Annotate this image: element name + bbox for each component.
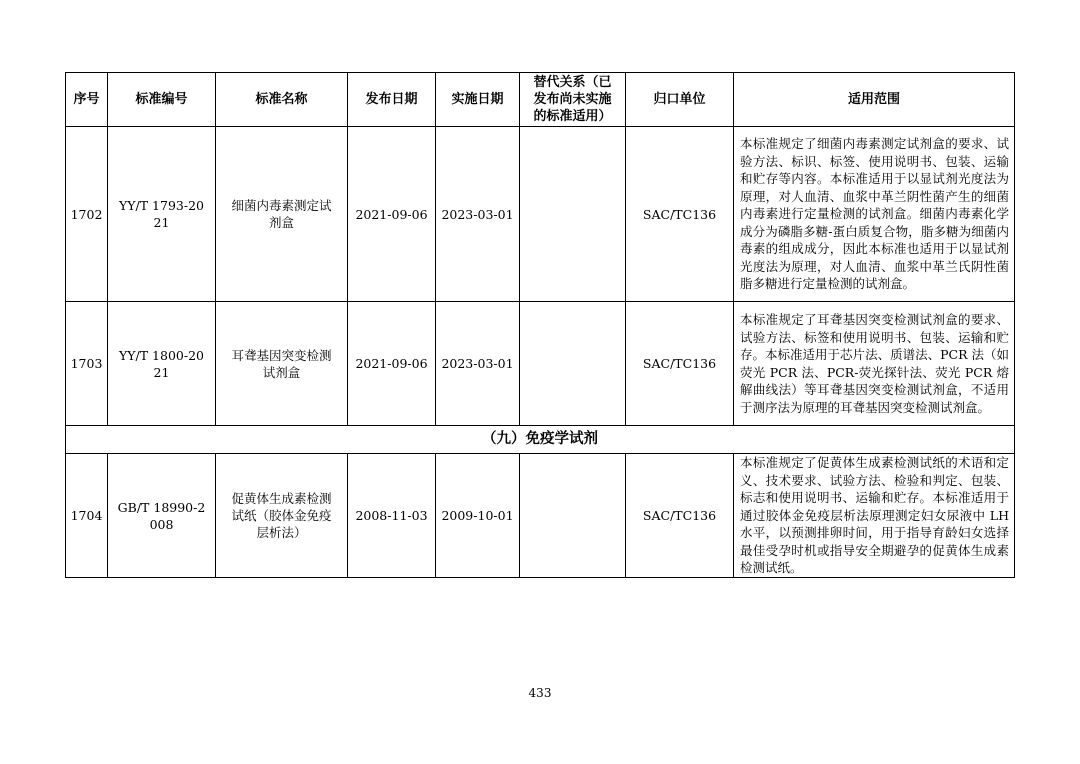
- row-no: 1702: [66, 127, 108, 302]
- row-unit: SAC/TC136: [626, 454, 734, 578]
- row-replacement: [520, 302, 626, 426]
- row-implement-date: 2023-03-01: [436, 127, 520, 302]
- row-scope: 本标准规定了细菌内毒素测定试剂盒的要求、试验方法、标识、标签、使用说明书、包装、运输和贮存等内容。本标准适用于以显试剂光度法为原理，对人血清、血浆中革兰阴性菌产生的细菌内毒素进行定量检测的试剂盒。细菌内毒素化学成分为磷脂多糖-蛋白质复合物，脂多糖为细菌内毒素的组成成分，因此本标准也适用于以显试剂光度法为原理，对人血清、血浆中革兰氏阴性菌脂多糖进行定量检测的试剂盒。: [734, 127, 1015, 302]
- row-implement-date: 2023-03-01: [436, 302, 520, 426]
- section-title: （九）免疫学试剂: [66, 426, 1015, 454]
- row-publish-date: 2021-09-06: [348, 127, 436, 302]
- standards-table: [65, 72, 1015, 578]
- row-name: 细菌内毒素测定试剂盒: [216, 127, 348, 302]
- row-publish-date: 2021-09-06: [348, 302, 436, 426]
- row-replacement: [520, 454, 626, 578]
- row-no: 1704: [66, 454, 108, 578]
- row-code: YY/T 1793-2021: [108, 127, 216, 302]
- row-unit: SAC/TC136: [626, 127, 734, 302]
- header-name: 标准名称: [216, 73, 348, 127]
- section-row: [66, 426, 1015, 454]
- table-row: [66, 127, 1015, 302]
- row-scope: 本标准规定了耳聋基因突变检测试剂盒的要求、试验方法、标签和使用说明书、包装、运输和贮存。本标准适用于芯片法、质谱法、PCR 法（如荧光 PCR 法、PCR-荧光探针法、荧光 PCR 熔解曲线法）等耳聋基因突变检测试剂盒，不适用于测序法为原理的耳聋基因突变检测试剂盒。: [734, 302, 1015, 426]
- row-scope: 本标准规定了促黄体生成素检测试纸的术语和定义、技术要求、试验方法、检验和判定、包装、标志和使用说明书、运输和贮存。本标准适用于通过胶体金免疫层析法原理测定妇女尿液中 LH 水平，以预测排卵时间，用于指导育龄妇女选择最佳受孕时机或指导安全期避孕的促黄体生成素检测试纸。: [734, 454, 1015, 578]
- header-scope: 适用范围: [734, 73, 1015, 127]
- row-replacement: [520, 127, 626, 302]
- header-no: 序号: [66, 73, 108, 127]
- table-row: [66, 302, 1015, 426]
- header-publish-date: 发布日期: [348, 73, 436, 127]
- row-unit: SAC/TC136: [626, 302, 734, 426]
- table-header-row: [66, 73, 1015, 127]
- header-code: 标准编号: [108, 73, 216, 127]
- header-unit: 归口单位: [626, 73, 734, 127]
- row-name: 耳聋基因突变检测试剂盒: [216, 302, 348, 426]
- row-code: GB/T 18990-2008: [108, 454, 216, 578]
- row-publish-date: 2008-11-03: [348, 454, 436, 578]
- header-implement-date: 实施日期: [436, 73, 520, 127]
- table-row: [66, 454, 1015, 578]
- header-replacement: 替代关系（已发布尚未实施的标准适用）: [520, 73, 626, 127]
- page-number: 433: [528, 686, 552, 700]
- row-code: YY/T 1800-2021: [108, 302, 216, 426]
- row-no: 1703: [66, 302, 108, 426]
- row-implement-date: 2009-10-01: [436, 454, 520, 578]
- row-name: 促黄体生成素检测试纸（胶体金免疫层析法）: [216, 454, 348, 578]
